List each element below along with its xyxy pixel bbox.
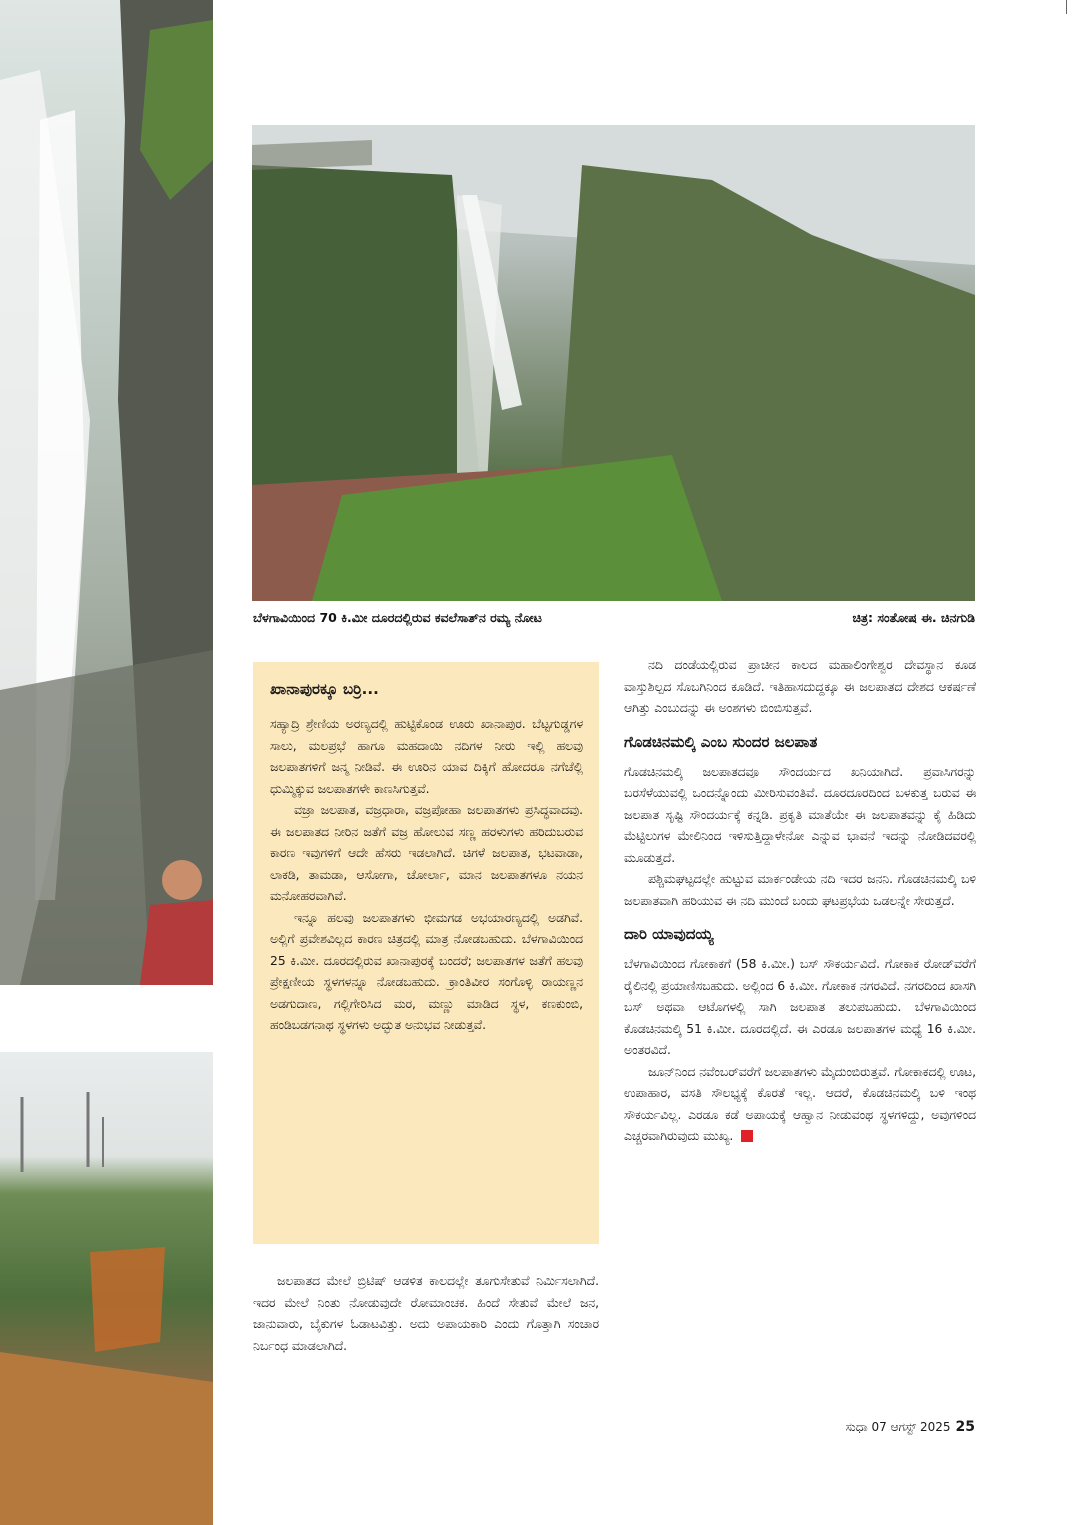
sidebar-box-title: ಖಾನಾಪುರಕ್ಕೂ ಬರ್ರಿ... [270,680,379,698]
section-heading: ಗೊಡಚಿನಮಲ್ಕಿ ಎಂಬ ಸುಂದರ ಜಲಪಾತ [624,732,818,751]
folio-text: ಸುಧಾ 07 ಆಗಸ್ಟ್ 2025 [845,1420,951,1434]
left-column-text [253,1271,599,1357]
section-heading: ದಾರಿ ಯಾವುದಯ್ಯ [624,925,714,943]
sidebar-paragraph: ಸಹ್ಯಾದ್ರಿ ಶ್ರೇಣಿಯ ಅರಣ್ಯದಲ್ಲಿ ಹುಟ್ಟಿಕೊಂಡ ಊರು ಖಾನಾಪುರ. ಬೆಟ್ಟಗುಡ್ಡಗಳ ಸಾಲು, ಮಲಪ್ರಭೆ ಹಾಗೂ ಮಹದಾಯಿ ನದಿಗಳ ನೀರು ಇಲ್ಲಿ ಹಲವು ಜಲಪಾತಗಳಿಗೆ ಜನ್ಮ ನೀಡಿವೆ. ಈ ಊರಿನ ಯಾವ ದಿಕ್ಕಿಗೆ ಹೋದರೂ ನಗೆಚೆಲ್ಲಿ ಧುಮ್ಮಿಕ್ಕುವ ಜಲಪಾತಗಳೇ ಕಾಣಸಿಗುತ್ತವೆ. [270,717,583,796]
sidebar-box [253,662,599,1244]
body-paragraph: ಜಲಪಾತದ ಮೇಲೆ ಬ್ರಿಟಿಷ್ ಆಡಳಿತ ಕಾಲದಲ್ಲೇ ತೂಗುಸೇತುವೆ ನಿರ್ಮಿಸಲಾಗಿದೆ. ಇದರ ಮೇಲೆ ನಿಂತು ನೋಡುವುದೇ ರೋಮಾಂಚಕ. ಹಿಂದೆ ಸೇತುವೆ ಮೇಲೆ ಜನ, ಜಾನುವಾರು, ಬೈಕುಗಳ ಓಡಾಟವಿತ್ತು. ಅದು ಅಪಾಯಕಾರಿ ಎಂದು ಗೊತ್ತಾಗಿ ಸಂಚಾರ ನಿರ್ಬಂಧ ಮಾಡಲಾಗಿದೆ. [253,1274,599,1353]
last-paragraph-text: ಜೂನ್‌ನಿಂದ ನವೆಂಬರ್‌ವರೆಗೆ ಜಲಪಾತಗಳು ಮೈದುಂಬಿರುತ್ತವೆ. ಗೋಕಾಕದಲ್ಲಿ ಊಟ, ಉಪಾಹಾರ, ವಸತಿ ಸೌಲಭ್ಯಕ್ಕೆ ಕೊರತೆ ಇಲ್ಲ. ಆದರೆ, ಕೊಡಚಿನಮಲ್ಕಿ ಬಳಿ ಇಂಥ ಸೌಕರ್ಯವಿಲ್ಲ. ಎರಡೂ ಕಡೆ ಅಪಾಯಕ್ಕೆ ಆಹ್ವಾನ ನೀಡುವಂಥ ಸ್ಥಳಗಳಿದ್ದು, ಅವುಗಳಿಂದ ಎಚ್ಚರವಾಗಿರುವುದು ಮುಖ್ಯ. [624,1064,976,1143]
river-strip-art [0,1052,213,1525]
page-folio [846,1418,975,1436]
body-paragraph: ನದಿ ದಂಡೆಯಲ್ಲಿರುವ ಪ್ರಾಚೀನ ಕಾಲದ ಮಹಾಲಿಂಗೇಶ್ವರ ದೇವಸ್ಥಾನ ಕೂಡ ವಾಸ್ತುಶಿಲ್ಪದ ಸೊಬಗಿನಿಂದ ಕೂಡಿದೆ. ಇತಿಹಾಸದುದ್ದಕ್ಕೂ ಈ ಜಲಪಾತದ ದೇಶದ ಆಕರ್ಷಣೆ ಆಗಿತ್ತು ಎಂಬುದನ್ನು ಈ ಅಂಶಗಳು ಬಿಂಬಿಸುತ್ತವೆ. [624,658,976,715]
waterfall-strip-photo [0,0,213,985]
muddy-river-shape [0,1352,213,1525]
crop-mark [1066,0,1067,14]
main-photo [252,125,975,601]
orange-rock-shape [90,1247,165,1352]
person-body-shape [140,900,213,985]
end-mark-icon [741,1130,753,1142]
sidebar-paragraph: ಇನ್ನೂ ಹಲವು ಜಲಪಾತಗಳು ಭೀಮಗಡ ಅಭಯಾರಣ್ಯದಲ್ಲಿ ಅಡಗಿವೆ. ಅಲ್ಲಿಗೆ ಪ್ರವೇಶವಿಲ್ಲದ ಕಾರಣ ಚಿತ್ರದಲ್ಲಿ ಮಾತ್ರ ನೋಡಬಹುದು. ಬೆಳಗಾವಿಯಿಂದ 25 ಕಿ.ಮೀ. ದೂರದಲ್ಲಿರುವ ಖಾನಾಪುರಕ್ಕೆ ಬಂದರೆ; ಜಲಪಾತಗಳ ಜತೆಗೆ ಹಲವು ಪ್ರೇಕ್ಷಣೀಯ ಸ್ಥಳಗಳನ್ನೂ ನೋಡಬಹುದು. ಕ್ರಾಂತಿವೀರ ಸಂಗೊಳ್ಳಿ ರಾಯಣ್ಣನ ಅಡಗುದಾಣ, ಗಲ್ಲಿಗೇರಿಸಿದ ಮರ, ಮಣ್ಣು ಮಾಡಿದ ಸ್ಥಳ, ಕಣಕುಂಬಿ, ಹಂಡಿಬಡಗನಾಥ ಸ್ಥಳಗಳು ಅದ್ಭುತ ಅನುಭವ ನೀಡುತ್ತವೆ. [270,910,583,1032]
photo-credit: ಚಿತ್ರ: ಸಂತೋಷ ಈ. ಚಿನಗುಡಿ [852,610,975,625]
page-number: 25 [955,1419,975,1435]
river-strip-photo [0,1052,213,1525]
body-paragraph: ಗೊಡಚಿನಮಲ್ಕಿ ಜಲಪಾತದವೂ ಸೌಂದರ್ಯದ ಖನಿಯಾಗಿದೆ. ಪ್ರವಾಸಿಗರನ್ನು ಬರಸೆಳೆಯುವಲ್ಲಿ ಒಂದನ್ನೊಂದು ಮೀರಿಸುವಂತಿವೆ. ದೂರದೂರದಿಂದ ಬಳಕುತ್ತ ಬರುವ ಈ ಜಲಪಾತ ಸೃಷ್ಟಿ ಸೌಂದರ್ಯಕ್ಕೆ ಕನ್ನಡಿ. ಪ್ರಕೃತಿ ಮಾತೆಯೇ ಈ ಜಲಪಾತವನ್ನು ಕೈ ಹಿಡಿದು ಮೆಟ್ಟಿಲುಗಳ ಮೇಲಿನಿಂದ ಇಳಿಸುತ್ತಿದ್ದಾಳೇನೋ ಎನ್ನುವ ಭಾವನೆ ಇದನ್ನು ನೋಡಿದವರಲ್ಲಿ ಮೂಡುತ್ತದೆ. [624,764,976,865]
body-paragraph [624,1062,976,1148]
main-photo-art [252,125,975,601]
sidebar-paragraph: ವಜ್ರಾ ಜಲಪಾತ, ವಜ್ರಧಾರಾ, ವಜ್ರಪೋಹಾ ಜಲಪಾತಗಳು ಪ್ರಸಿದ್ಧವಾದವು. ಈ ಜಲಪಾತದ ನೀರಿನ ಜತೆಗೆ ವಜ್ರ ಹೋಲುವ ಸಣ್ಣ ಹರಳುಗಳು ಹರಿದುಬರುವ ಕಾರಣ ಇವುಗಳಿಗೆ ಆದೇ ಹೆಸರು ಇಡಲಾಗಿದೆ. ಚಿಗಳೆ ಜಲಪಾತ, ಭಟವಾಡಾ, ಲಾಕಡಿ, ತಾಮಡಾ, ಆಸೋಗಾ, ಚೋರ್ಲಾ, ಮಾನ ಜಲಪಾತಗಳೂ ನಯನ ಮನೋಹರವಾಗಿವೆ. [270,803,583,903]
right-column [624,655,976,1148]
body-paragraph: ಪಶ್ಚಿಮಘಟ್ಟದಲ್ಲೇ ಹುಟ್ಟುವ ಮಾರ್ಕಂಡೇಯ ನದಿ ಇದರ ಜನನಿ. ಗೊಡಚಿನಮಲ್ಕಿ ಬಳಿ ಜಲಪಾತವಾಗಿ ಹರಿಯುವ ಈ ನದಿ ಮುಂದೆ ಬಂದು ಘಟಪ್ರಭೆಯ ಒಡಲನ್ನೇ ಸೇರುತ್ತದೆ. [624,872,976,908]
photo-caption: ಬೆಳಗಾವಿಯಿಂದ 70 ಕಿ.ಮೀ ದೂರದಲ್ಲಿರುವ ಕವಲೆಸಾತ್‌ನ ರಮ್ಯ ನೋಟ [253,610,542,625]
waterfall-strip-art [0,0,213,985]
viewpoint-railing-shape [252,140,372,170]
body-paragraph: ಬೆಳಗಾವಿಯಿಂದ ಗೋಕಾಕಗೆ (58 ಕಿ.ಮೀ.) ಬಸ್ ಸೌಕರ್ಯವಿದೆ. ಗೋಕಾಕ ರೋಡ್‌ವರೆಗೆ ರೈಲಿನಲ್ಲಿ ಪ್ರಯಾಣಿಸಬಹುದು. ಅಲ್ಲಿಂದ 6 ಕಿ.ಮೀ. ಗೋಕಾಕ ನಗರವಿದೆ. ನಗರದಿಂದ ಖಾಸಗಿ ಬಸ್ ಅಥವಾ ಆಟೊಗಳಲ್ಲಿ ಸಾಗಿ ಜಲಪಾತ ತಲುಪಬಹುದು. ಬೆಳಗಾವಿಯಿಂದ ಕೊಡಚಿನಮಲ್ಕಿ 51 ಕಿ.ಮೀ. ದೂರದಲ್ಲಿದೆ. ಈ ಎರಡೂ ಜಲಪಾತಗಳ ಮಧ್ಯೆ 16 ಕಿ.ಮೀ. ಅಂತರವಿದೆ. [624,957,976,1057]
person-head-shape [162,860,202,900]
